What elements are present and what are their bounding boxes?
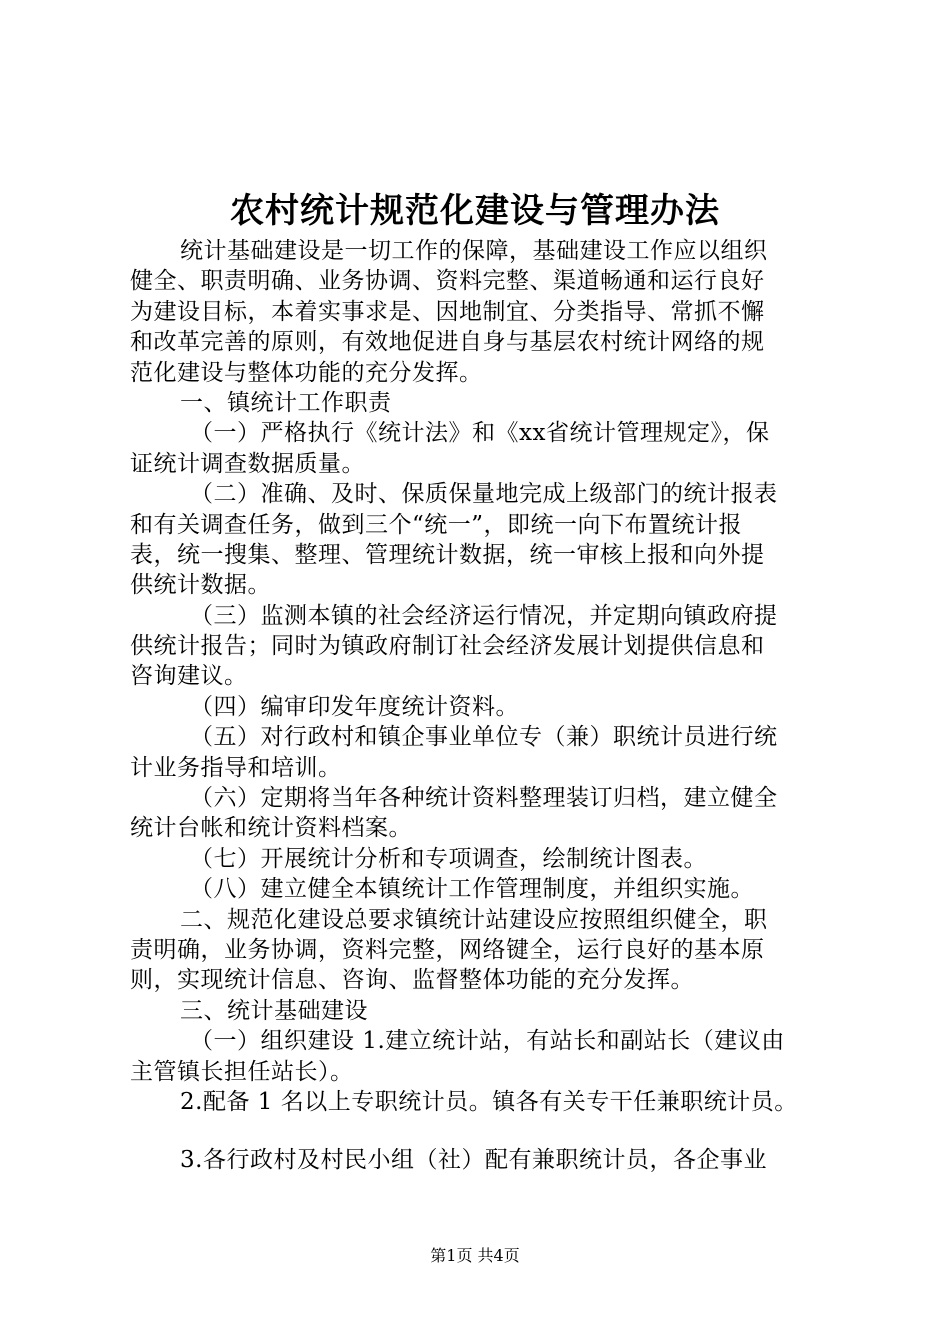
paragraph-line: 则，实现统计信息、咨询、监督整体功能的充分发挥。 xyxy=(130,967,694,994)
section-heading: 三、统计基础建设 xyxy=(180,997,368,1024)
paragraph-line: 为建设目标，本着实事求是、因地制宜、分类指导、常抓不懈 xyxy=(130,298,765,325)
paragraph-line: 健全、职责明确、业务协调、资料完整、渠道畅通和运行良好 xyxy=(130,268,765,295)
paragraph-line: 3.各行政村及村民小组（社）配有兼职统计员，各企事业 xyxy=(180,1147,767,1174)
paragraph-line: 2.配备 1 名以上专职统计员。镇各有关专干任兼职统计员。 xyxy=(180,1088,798,1115)
section-heading: 一、镇统计工作职责 xyxy=(180,389,392,416)
paragraph-line: （三）监测本镇的社会经济运行情况，并定期向镇政府提 xyxy=(190,602,778,629)
paragraph-line: 计业务指导和培训。 xyxy=(130,754,342,781)
paragraph-line: （五）对行政村和镇企事业单位专（兼）职统计员进行统 xyxy=(190,724,778,751)
section-heading: 二、规范化建设总要求镇统计站建设应按照组织健全，职 xyxy=(180,906,768,933)
paragraph-line: （四）编审印发年度统计资料。 xyxy=(190,693,519,720)
document-body xyxy=(130,236,840,1176)
paragraph-line: （一）组织建设 1.建立统计站，有站长和副站长（建议由 xyxy=(190,1028,785,1055)
paragraph-line: 统计台帐和统计资料档案。 xyxy=(130,815,412,842)
paragraph-line: 和有关调查任务，做到三个“统一”，即统一向下布置统计报 xyxy=(130,511,743,538)
document-title: 农村统计规范化建设与管理办法 xyxy=(230,191,720,231)
paragraph-gap xyxy=(130,1117,840,1145)
paragraph-line: （二）准确、及时、保质保量地完成上级部门的统计报表 xyxy=(190,481,778,508)
paragraph-line: （八）建立健全本镇统计工作管理制度，并组织实施。 xyxy=(190,876,754,903)
paragraph-line: 咨询建议。 xyxy=(130,663,248,690)
paragraph-line: 统计基础建设是一切工作的保障，基础建设工作应以组织 xyxy=(180,238,768,264)
paragraph-line: 表，统一搜集、整理、管理统计数据，统一审核上报和向外提 xyxy=(130,541,765,568)
paragraph-line: 和改革完善的原则，有效地促进自身与基层农村统计网络的规 xyxy=(130,329,765,356)
paragraph-line: 范化建设与整体功能的充分发挥。 xyxy=(130,359,483,386)
paragraph-line: （六）定期将当年各种统计资料整理装订归档，建立健全 xyxy=(190,785,778,812)
paragraph-line: （一）严格执行《统计法》和《xx省统计管理规定》，保 xyxy=(190,420,770,447)
paragraph-line: 供统计报告；同时为镇政府制订社会经济发展计划提供信息和 xyxy=(130,633,765,660)
paragraph-line: 供统计数据。 xyxy=(130,572,271,599)
paragraph-line: 主管镇长担任站长）。 xyxy=(130,1058,354,1085)
paragraph-line: 证统计调查数据质量。 xyxy=(130,450,365,477)
page-number-footer: 第1页 共4页 xyxy=(430,1246,520,1265)
paragraph-line: 责明确，业务协调，资料完整，网络键全，运行良好的基本原 xyxy=(130,936,765,963)
paragraph-line: （七）开展统计分析和专项调查，绘制统计图表。 xyxy=(190,845,707,872)
